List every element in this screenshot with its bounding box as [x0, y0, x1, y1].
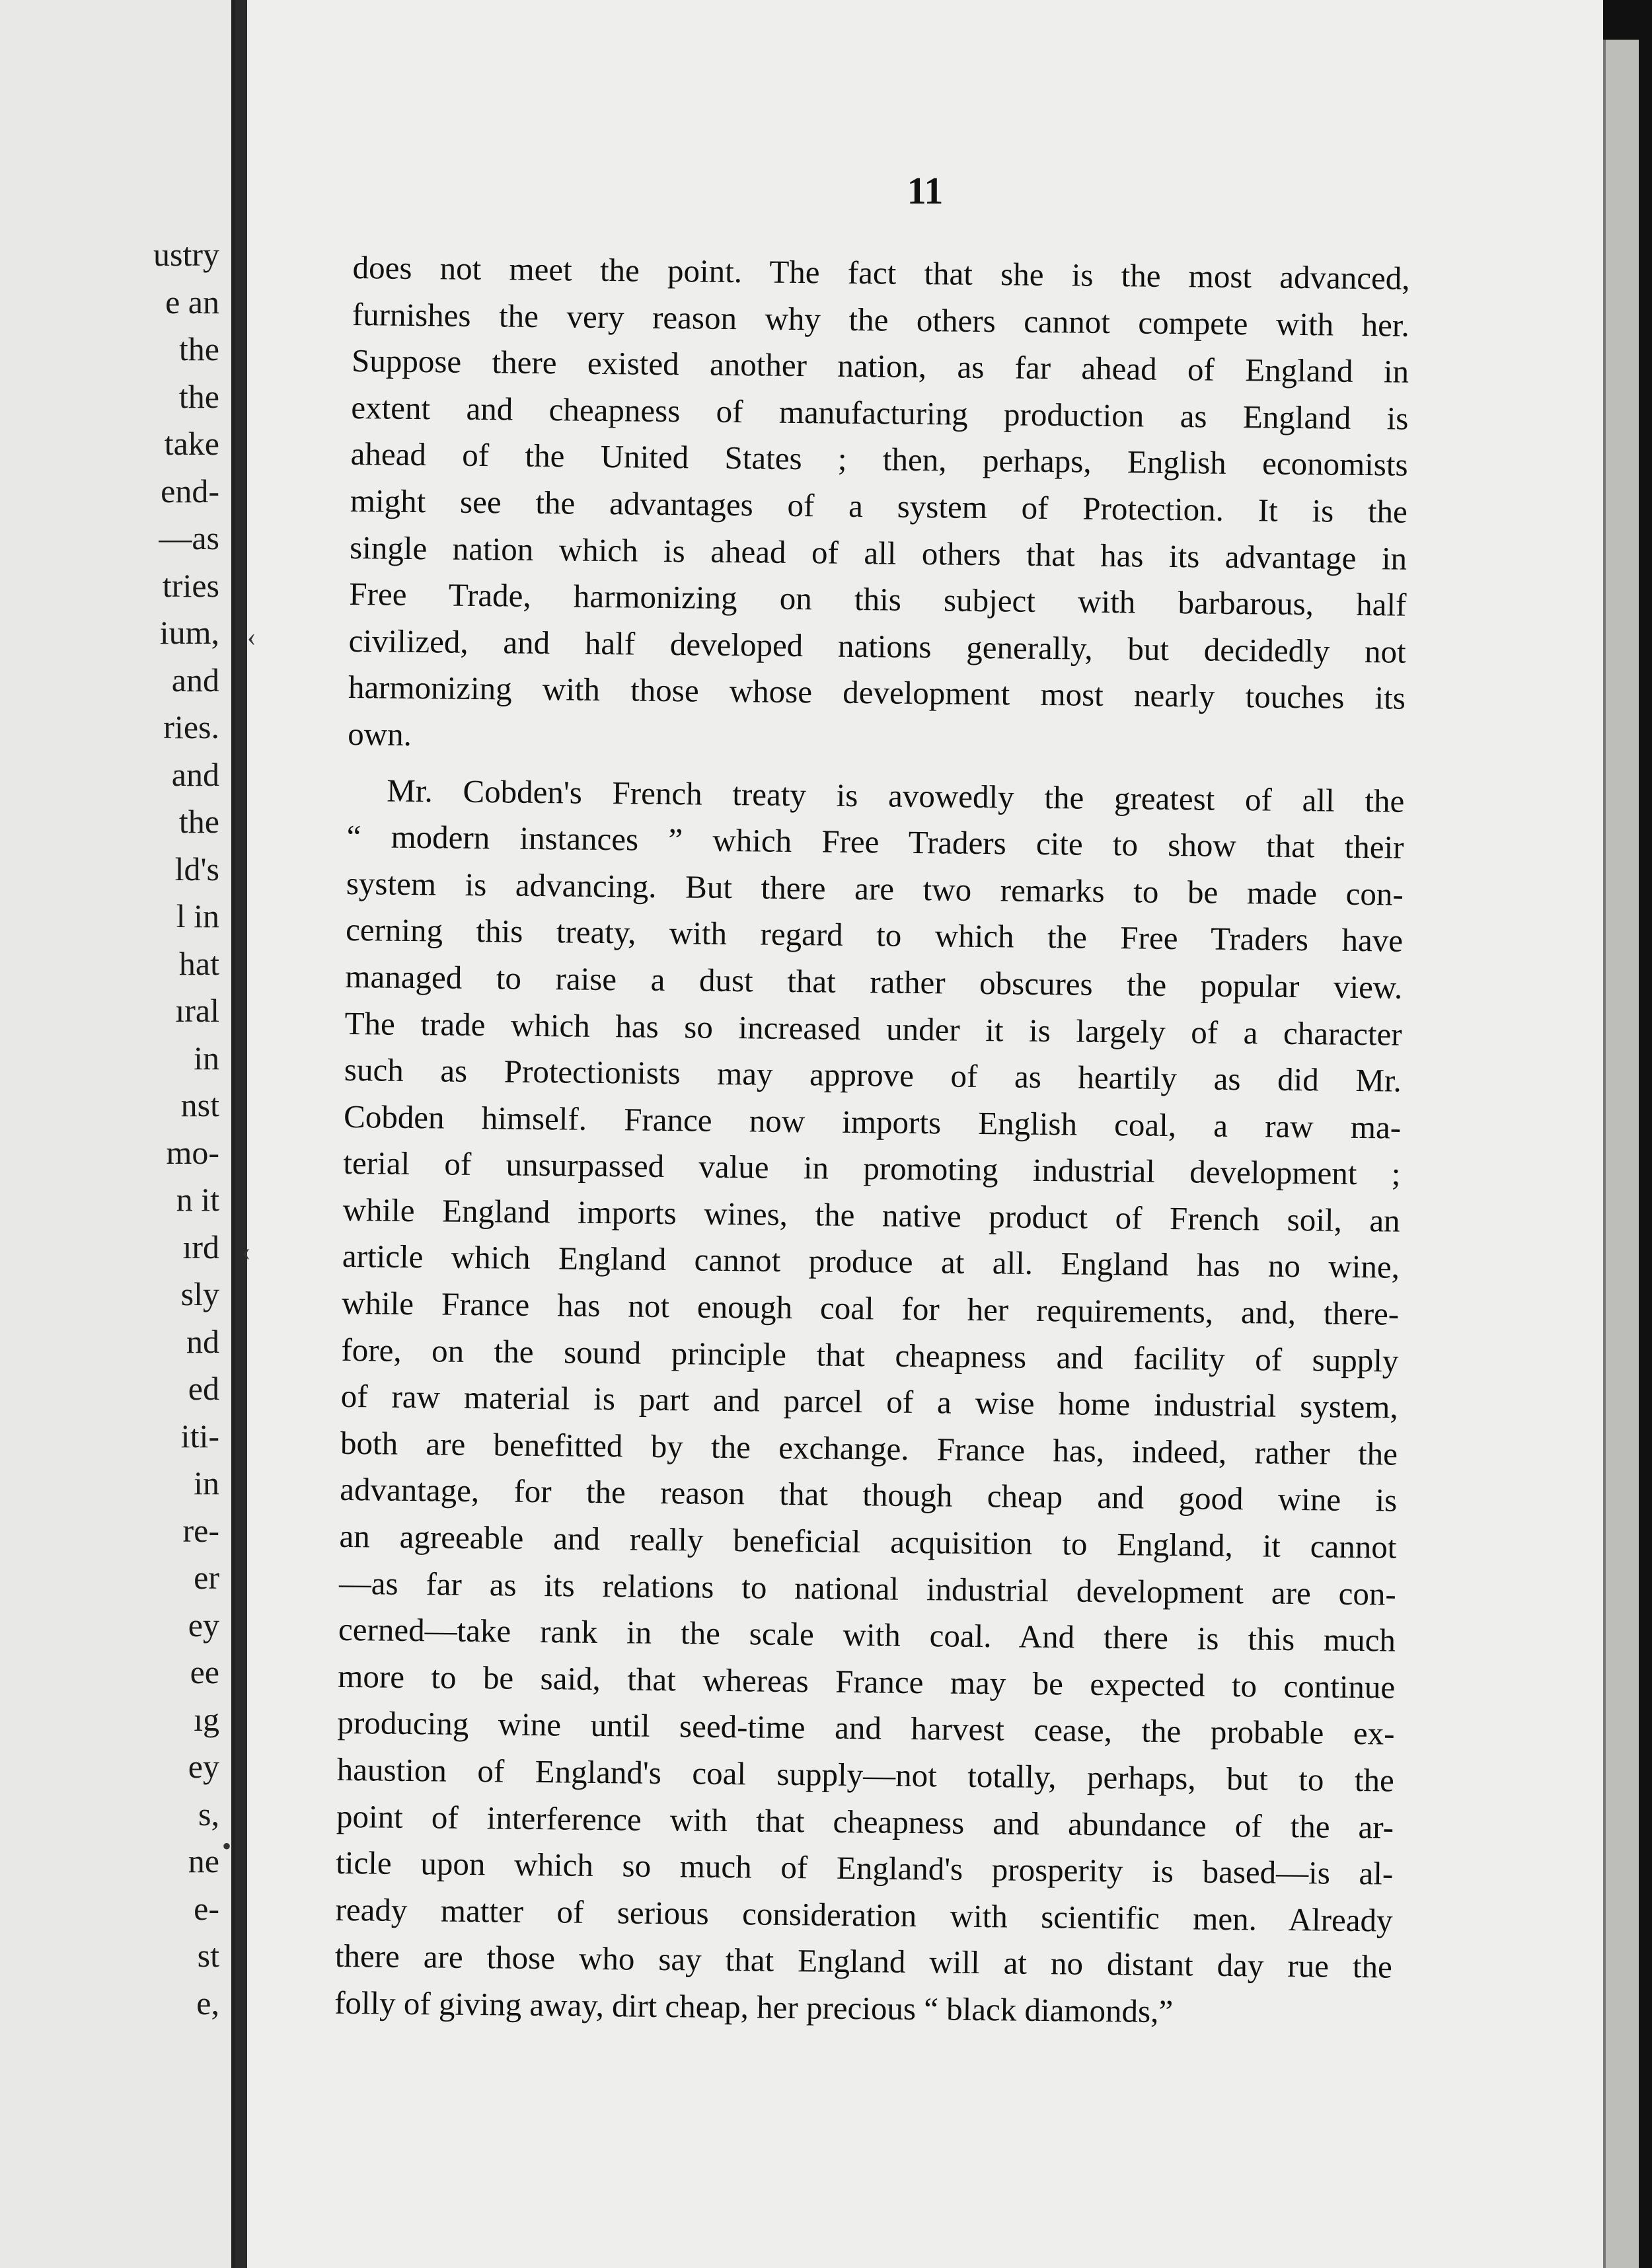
book-gutter [235, 0, 247, 2268]
facing-page-text-fragment: end- [161, 472, 219, 510]
facing-page-edge [0, 0, 235, 2268]
text-line: an agreeable and really beneficial acquisition to England, it cannot [339, 1517, 1397, 1566]
facing-page-text-fragment: ustry [153, 236, 219, 273]
facing-page-text-fragment: ries. [163, 708, 219, 745]
text-line: extent and cheapness of manufacturing production as England is [351, 389, 1409, 437]
text-line: both are benefitted by the exchange. France has, indeed, rather the [340, 1424, 1398, 1472]
margin-mark: • [222, 1831, 232, 1861]
text-line: civilized, and half developed nations generally, but decidedly not [348, 622, 1406, 670]
facing-page-text-fragment: ıral [175, 992, 219, 1029]
margin-mark: ‹ [247, 622, 256, 652]
facing-page-text-fragment: tries [162, 566, 219, 604]
facing-page-text-fragment: n it [176, 1181, 219, 1218]
text-line: single nation which is ahead of all others that has its advantage in [349, 529, 1408, 577]
facing-page-text-fragment: and [171, 755, 219, 793]
text-line: Suppose there existed another nation, as far ahead of England in [351, 342, 1409, 390]
text-line: ahead of the United States ; then, perhaps, English economists [350, 435, 1408, 484]
text-line: Mr. Cobden's French treaty is avowedly the greatest of all the [387, 772, 1405, 819]
facing-page-text-fragment: in [194, 1039, 219, 1077]
text-line: there are those who say that England will at no distant day rue the [334, 1938, 1393, 1985]
facing-page-text-fragment: e an [165, 283, 219, 321]
text-line: system is advancing. But there are two remarks to be made con- [346, 864, 1404, 913]
facing-page-text-fragment: ne [188, 1842, 219, 1879]
facing-page-text-fragment: —as [159, 519, 219, 556]
text-line: point of interference with that cheapness and abundance of the ar- [336, 1797, 1394, 1846]
facing-page-text-fragment: ium, [159, 614, 219, 651]
text-line: article which England cannot produce at all. England has no wine, [342, 1238, 1400, 1286]
facing-page-text-fragment: ld's [174, 850, 219, 888]
paragraph [348, 245, 1410, 769]
text-line: own. [347, 715, 412, 753]
text-line: might see the advantages of a system of Protection. It is the [350, 482, 1408, 530]
facing-page-text-fragment: sly [180, 1275, 219, 1312]
facing-page-text-fragment: ey [188, 1748, 219, 1785]
page-stack-edge [1603, 40, 1639, 2268]
text-line: cerned—take rank in the scale with coal. And there is this much [338, 1611, 1396, 1659]
text-line: Free Trade, harmonizing on this subject with barbarous, half [349, 576, 1407, 623]
facing-page-text-fragment: ed [188, 1370, 219, 1407]
facing-page-text-fragment: er [194, 1559, 219, 1596]
text-line: folly of giving away, dirt cheap, her precious “ black diamonds,” [334, 1984, 1174, 2030]
paragraph [334, 767, 1405, 2037]
facing-page-text-fragment: l in [176, 897, 219, 934]
facing-page-text-fragment: the [178, 330, 219, 367]
text-line: terial of unsurpassed value in promoting industrial development ; [343, 1145, 1401, 1192]
text-line: while England imports wines, the native product of French soil, an [342, 1191, 1400, 1239]
facing-page-text-fragment: and [171, 661, 219, 699]
facing-page-text-fragment: re- [182, 1511, 219, 1549]
text-line: —as far as its relations to national industrial development are con- [338, 1564, 1396, 1612]
page-body-text [334, 245, 1410, 2037]
text-line: does not meet the point. The fact that she is the most advanced, [352, 248, 1410, 297]
facing-page-text-fragment: hat [178, 944, 219, 982]
facing-page-text-fragment: in [194, 1464, 219, 1501]
facing-page-text-fragment: nst [180, 1086, 219, 1123]
text-line: “ modern instances ” which Free Traders cite to show that their [346, 818, 1404, 866]
facing-page-text-fragment: mo- [166, 1133, 219, 1171]
facing-page-text-fragment: take [164, 425, 219, 462]
facing-page-text-fragment: ıg [194, 1700, 219, 1738]
book-page [222, 0, 1603, 2268]
text-line: ticle upon which so much of England's prosperity is based—is al- [336, 1844, 1394, 1892]
text-line: advantage, for the reason that though cheap and good wine is [339, 1471, 1398, 1519]
facing-page-text-fragment: ey [188, 1606, 219, 1644]
facing-page-text-fragment: ee [190, 1653, 219, 1690]
text-line: ready matter of serious consideration with scientific men. Already [335, 1891, 1393, 1939]
facing-page-text-fragment: the [178, 377, 219, 415]
facing-page-text-fragment: ırd [182, 1228, 219, 1266]
text-line: producing wine until seed-time and harvest cease, the probable ex- [337, 1704, 1395, 1753]
text-line: cerning this treaty, with regard to which the Free Traders have [345, 911, 1404, 960]
text-line: Cobden himself. France now imports English coal, a raw ma- [343, 1098, 1402, 1146]
text-line: haustion of England's coal supply—not totally, perhaps, but to the [336, 1751, 1395, 1799]
facing-page-text-fragment: iti- [180, 1417, 219, 1455]
text-line: fore, on the sound principle that cheapness and facility of supply [341, 1331, 1399, 1379]
text-line: harmonizing with those whose development most nearly touches its [348, 669, 1406, 717]
margin-mark: ‹ [242, 1236, 251, 1266]
text-line: The trade which has so increased under it is largely of a character [344, 1004, 1402, 1053]
text-line: more to be said, that whereas France may be expected to continue [338, 1657, 1396, 1706]
facing-page-text-fragment: s, [198, 1795, 219, 1833]
text-line: of raw material is part and parcel of a wise home industrial system, [340, 1378, 1398, 1425]
text-line: such as Protectionists may approve of as heartily as did Mr. [344, 1051, 1402, 1099]
page-number: 11 [907, 169, 944, 212]
facing-page-text-fragment: the [178, 803, 219, 840]
facing-page-text-fragment: st [197, 1937, 219, 1974]
text-line: while France has not enough coal for her requirements, and, there- [341, 1284, 1400, 1332]
facing-page-text-fragment: e, [196, 1984, 219, 2022]
text-line: furnishes the very reason why the others cannot compete with her. [352, 295, 1410, 344]
facing-page-text-fragment: e- [194, 1889, 219, 1927]
text-line: managed to raise a dust that rather obscures the popular view. [345, 958, 1403, 1006]
facing-page-text-fragment: nd [186, 1322, 219, 1360]
